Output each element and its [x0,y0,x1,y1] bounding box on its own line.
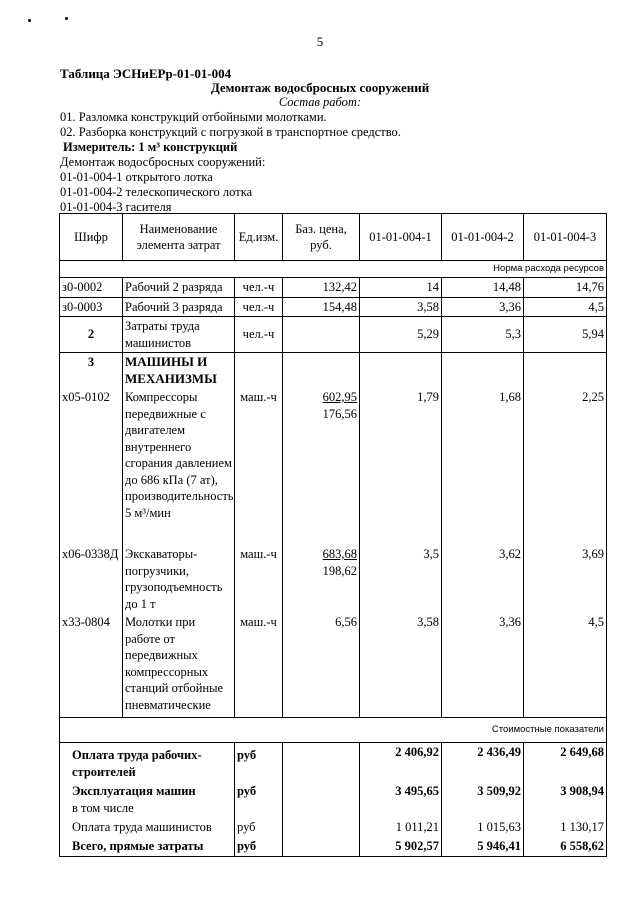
price-secondary: 198,62 [322,563,357,578]
total-name: Эксплуатация машин [72,784,196,798]
total-value-3: 1 130,17 [524,818,607,837]
total-row [60,782,607,818]
total-unit: руб [235,818,283,837]
row-value-1: 14 [360,278,442,298]
cost-label: Стоимостные показатели [60,718,607,743]
row-value-2: 1,68 [442,388,524,545]
total-value-3: 6 558,62 [524,837,607,857]
row-price [283,545,360,613]
resource-table [59,213,607,857]
row-value-3: 2,25 [524,388,607,545]
scan-speck [65,17,68,20]
row-value-3: 3,69 [524,545,607,613]
row-price [283,317,360,353]
row-price: 132,42 [283,278,360,298]
row-value-3: 5,94 [524,317,607,353]
variant-item: 01-01-004-3 гасителя [60,200,172,214]
scan-speck [28,19,31,22]
header-unit: Ед.изм. [235,214,283,261]
total-value-1: 2 406,92 [360,743,442,783]
row-unit: маш.-ч [235,613,283,718]
norm-label: Норма расхода ресурсов [60,261,607,278]
table-row [60,317,607,353]
row-value-1: 3,5 [360,545,442,613]
section-heading: Демонтаж водосбросных сооружений [210,80,430,95]
row-value-2: 3,36 [442,297,524,317]
section-code: 3 [60,353,123,389]
total-value-3: 2 649,68 [524,743,607,783]
row-unit: чел.-ч [235,317,283,353]
table-row [60,278,607,298]
total-value-1: 1 011,21 [360,818,442,837]
variant-item: 01-01-004-1 открытого лотка [60,170,213,184]
row-code: з0-0003 [60,297,123,317]
page-number: 5 [316,34,324,49]
row-value-1: 3,58 [360,613,442,718]
total-name: Всего, прямые затраты [60,837,235,857]
header-name: Наименование элемента затрат [123,214,235,261]
row-unit: маш.-ч [235,545,283,613]
price-secondary: 176,56 [322,406,357,421]
table-row [60,297,607,317]
measure-unit: Измеритель: 1 м³ конструкций [63,140,238,154]
row-value-2: 3,62 [442,545,524,613]
section-name: МАШИНЫ И МЕХАНИЗМЫ [123,353,235,389]
table-row [60,388,607,545]
row-value-2: 3,36 [442,613,524,718]
work-item: 02. Разборка конструкций с погрузкой в транспортное средство. [60,125,401,139]
row-unit: чел.-ч [235,297,283,317]
total-row [60,743,607,783]
header-variant-3: 01-01-004-3 [524,214,607,261]
subject-line: Демонтаж водосбросных сооружений: [60,155,266,169]
total-row [60,818,607,837]
row-code: х06-0338Д [60,545,123,613]
cost-subheader-row [60,718,607,743]
row-code: х05-0102 [60,388,123,545]
table-row [60,613,607,718]
table-header-row [60,214,607,261]
norm-subheader-row [60,261,607,278]
price-primary: 683,68 [322,547,357,561]
table-row [60,545,607,613]
total-name-cell [60,782,235,818]
total-value-2: 1 015,63 [442,818,524,837]
total-value-2: 3 509,92 [442,782,524,818]
row-name: Рабочий 2 разряда [123,278,235,298]
header-code: Шифр [60,214,123,261]
row-name: Рабочий 3 разряда [123,297,235,317]
row-unit: маш.-ч [235,388,283,545]
price-primary: 602,95 [322,390,357,404]
variant-item: 01-01-004-2 телескопического лотка [60,185,253,199]
total-value-2: 5 946,41 [442,837,524,857]
total-name: Оплата труда рабочих-строителей [60,743,235,783]
row-value-1: 5,29 [360,317,442,353]
row-code: з0-0002 [60,278,123,298]
row-name: Затраты труда машинистов [123,317,235,353]
row-price [283,613,360,718]
header-variant-1: 01-01-004-1 [360,214,442,261]
row-name: Компрессоры передвижные с двигателем внутреннего сгорания давлением до 686 кПа (7 ат), производительность 5 м³/мин [123,388,235,545]
total-value-3: 3 908,94 [524,782,607,818]
table-title: Таблица ЭСНиЕРр-01-01-004 [60,66,232,81]
header-variant-2: 01-01-004-2 [442,214,524,261]
work-item: 01. Разломка конструкций отбойными молотками. [60,110,327,124]
total-value-1: 3 495,65 [360,782,442,818]
total-unit: руб [235,837,283,857]
row-name: Молотки при работе от передвижных компрессорных станций отбойные пневматические [123,613,235,718]
row-value-1: 3,58 [360,297,442,317]
row-price [283,388,360,545]
header-price: Баз. цена, руб. [283,214,360,261]
composition-label: Состав работ: [278,95,362,109]
row-value-2: 14,48 [442,278,524,298]
row-value-2: 5,3 [442,317,524,353]
row-value-3: 4,5 [524,613,607,718]
row-value-3: 4,5 [524,297,607,317]
total-name: Оплата труда машинистов [60,818,235,837]
row-code: х33-0804 [60,613,123,718]
row-name: Экскаваторы-погрузчики, грузоподъемность до 1 т [123,545,235,613]
machines-section-row [60,353,607,389]
total-row [60,837,607,857]
row-unit: чел.-ч [235,278,283,298]
total-value-1: 5 902,57 [360,837,442,857]
row-code: 2 [60,317,123,353]
total-unit: руб [235,782,283,818]
row-value-1: 1,79 [360,388,442,545]
total-value-2: 2 436,49 [442,743,524,783]
row-price: 154,48 [283,297,360,317]
row-value-3: 14,76 [524,278,607,298]
price-primary: 6,56 [335,615,357,629]
total-note: в том числе [72,801,134,815]
total-unit: руб [235,743,283,783]
